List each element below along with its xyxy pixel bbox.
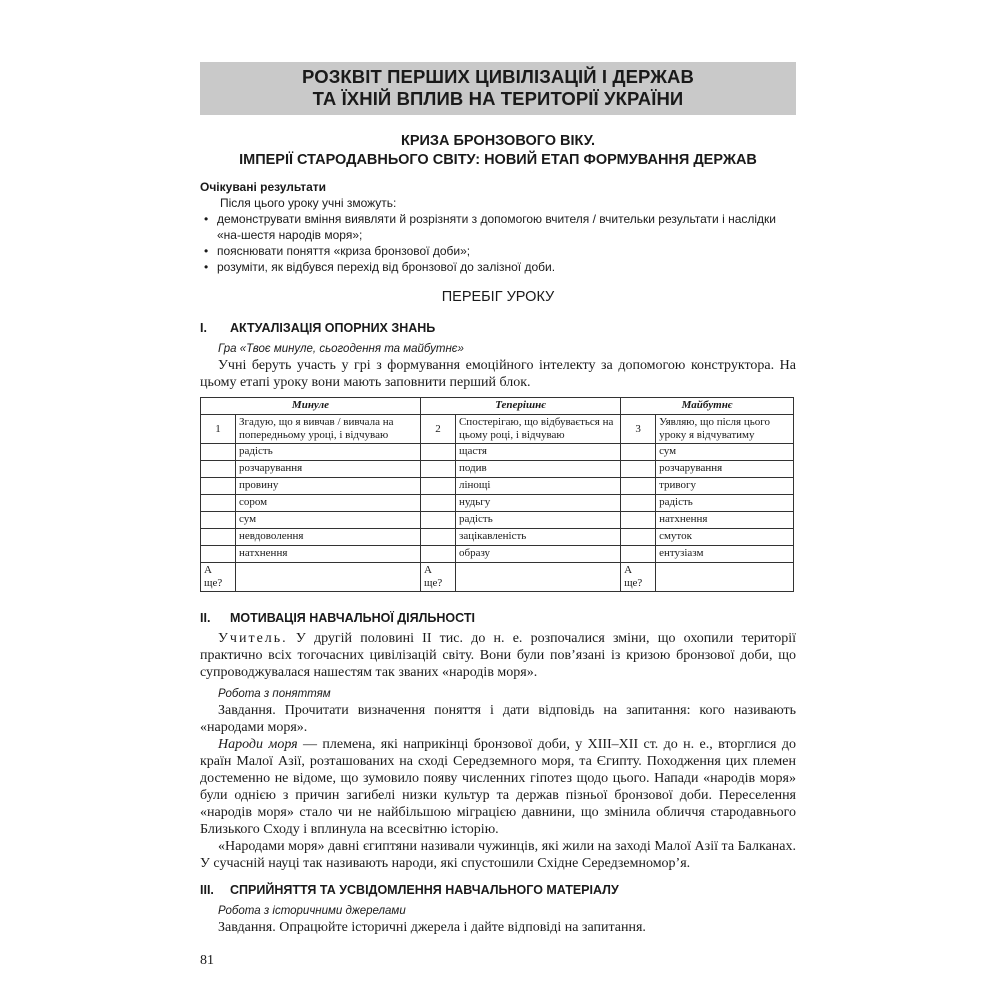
unit-title-line-1: РОЗКВІТ ПЕРШИХ ЦИВІЛІЗАЦІЙ І ДЕРЖАВ: [302, 66, 694, 87]
page: [200, 62, 796, 936]
emotion-past: радість: [236, 444, 421, 461]
emotion-past: сум: [236, 512, 421, 529]
term: Народи моря: [218, 737, 298, 752]
emotion-future: сум: [656, 444, 794, 461]
blank-cell: [656, 563, 794, 592]
emotion-present: подив: [455, 461, 620, 478]
prompt-present: Спостерігаю, що відбувається на цьому році, і відчуваю: [455, 415, 620, 444]
emotions-table: [200, 397, 794, 592]
emotion-future: розчарування: [656, 461, 794, 478]
blank-cell: [420, 444, 455, 461]
blank-cell: [420, 461, 455, 478]
emotion-future: смуток: [656, 529, 794, 546]
section-3-number: III.: [200, 883, 214, 897]
emotion-future: радість: [656, 495, 794, 512]
blank-cell: [420, 478, 455, 495]
teacher-text: У другій половині II тис. до н. е. розпочалися зміни, що охопили території практично всіх тогочасних цивілізацій світу. Вони були пов’язані із кризою бронзової доби, що супроводжувалася нашестям так званих «народів моря».: [200, 631, 796, 680]
egypt-paragraph: «Народами моря» давні єгиптяни називали чужинців, які жили на заході Малої Азії та Балканах. У сучасній науці так називають народи, які спустошили Східне Середземномор’я.: [200, 839, 796, 871]
lesson-title-line-2: ІМПЕРІЇ СТАРОДАВНЬОГО СВІТУ: НОВИЙ ЕТАП ФОРМУВАННЯ ДЕРЖАВ: [239, 152, 757, 168]
blank-cell: [420, 512, 455, 529]
expected-intro: Після цього уроку учні зможуть:: [220, 196, 397, 210]
blank-cell: [621, 495, 656, 512]
teacher-label: Учитель.: [218, 631, 288, 646]
section-1-heading: [200, 320, 796, 336]
definition-paragraph: [200, 736, 796, 838]
emotion-present: образу: [455, 546, 620, 563]
blank-cell: [621, 444, 656, 461]
concept-task: Завдання. Прочитати визначення поняття і дати відповідь на запитання: кого називають «народами моря».: [200, 703, 796, 735]
emotion-present: нудьгу: [455, 495, 620, 512]
emotion-present: радість: [455, 512, 620, 529]
table-row: [201, 529, 794, 546]
section-2-heading: [200, 610, 796, 626]
sources-work-title: Робота з історичними джерелами: [218, 905, 406, 917]
block-number-2: 2: [420, 415, 455, 444]
blank-cell: [621, 546, 656, 563]
section-3-title: СПРИЙНЯТТЯ ТА УСВІДОМЛЕННЯ НАВЧАЛЬНОГО МАТЕРІАЛУ: [230, 883, 619, 897]
blank-cell: [420, 546, 455, 563]
blank-cell: [420, 529, 455, 546]
emotion-past: сором: [236, 495, 421, 512]
blank-cell: [236, 563, 421, 592]
header-past: Минуле: [201, 398, 421, 415]
table-prompt-row: [201, 415, 794, 444]
more-past: А ще?: [201, 563, 236, 592]
emotion-future: ентузіазм: [656, 546, 794, 563]
table-row: [201, 444, 794, 461]
prompt-past: Згадую, що я вивчав / вивчала на попередньому уроці, і відчуваю: [236, 415, 421, 444]
expected-bullet-3: • розуміти, як відбувся перехід від бронзової до залізної доби.: [200, 259, 796, 275]
course-title: ПЕРЕБІГ УРОКУ: [441, 289, 555, 305]
blank-cell: [621, 512, 656, 529]
expected-bullet-2: • пояснювати поняття «криза бронзової доби»;: [200, 243, 796, 259]
emotion-past: провину: [236, 478, 421, 495]
blank-cell: [201, 478, 236, 495]
blank-cell: [201, 461, 236, 478]
section-1-title: АКТУАЛІЗАЦІЯ ОПОРНИХ ЗНАНЬ: [230, 321, 436, 335]
blank-cell: [455, 563, 620, 592]
emotion-present: щастя: [455, 444, 620, 461]
prompt-future: Уявляю, що після цього уроку я відчуватиму: [656, 415, 794, 444]
emotion-past: розчарування: [236, 461, 421, 478]
section-2-title: МОТИВАЦІЯ НАВЧАЛЬНОЇ ДІЯЛЬНОСТІ: [230, 611, 475, 625]
table-more-row: [201, 563, 794, 592]
unit-banner: [200, 62, 796, 115]
table-row: [201, 512, 794, 529]
table-row: [201, 461, 794, 478]
table-header-row: [201, 398, 794, 415]
emotion-past: натхнення: [236, 546, 421, 563]
page-number: 81: [200, 953, 214, 968]
blank-cell: [420, 495, 455, 512]
table-row: [201, 478, 794, 495]
game-title: Гра «Твоє минуле, сьогодення та майбутнє»: [218, 343, 464, 355]
block-number-1: 1: [201, 415, 236, 444]
lesson-title: [200, 132, 796, 170]
emotion-present: зацікавленість: [455, 529, 620, 546]
teacher-paragraph: [200, 630, 796, 681]
blank-cell: [201, 512, 236, 529]
emotion-future: натхнення: [656, 512, 794, 529]
block-number-3: 3: [621, 415, 656, 444]
section-1-text: Учні беруть участь у грі з формування емоційного інтелекту за допомогою конструктора. На цьому етапі уроку вони мають заповнити перший блок.: [200, 358, 796, 390]
definition-text: — племена, які наприкінці бронзової доби, у XIII–XII ст. до н. е., вторглися до країн Малої Азії, розташованих на сході Середземного моря, та Єгипту. Походження цих племен достеменно не відоме, що зумовило появу численних гіпотез щодо цього. Напади «народів моря» були однією з причин загибелі низки культур та держав пізньої бронзової доби. Переселення «народів моря» стало чи не найбільшою міграцією давнини, що змінила обличчя стародавнього Близького Сходу і вплинула на всесвітню історію.: [200, 737, 796, 837]
blank-cell: [201, 444, 236, 461]
blank-cell: [201, 529, 236, 546]
header-future: Майбутнє: [621, 398, 794, 415]
more-future: А ще?: [621, 563, 656, 592]
section-2-number: II.: [200, 611, 211, 625]
expected-results-heading: Очікувані результати: [200, 180, 327, 194]
blank-cell: [621, 461, 656, 478]
blank-cell: [621, 529, 656, 546]
more-present: А ще?: [420, 563, 455, 592]
concept-work-title: Робота з поняттям: [218, 688, 331, 700]
table-row: [201, 546, 794, 563]
expected-bullet-1: • демонструвати вміння виявляти й розрізняти з допомогою вчителя / вчительки результати і наслідки «на-шестя народів моря»;: [200, 211, 796, 243]
blank-cell: [201, 495, 236, 512]
emotion-past: невдоволення: [236, 529, 421, 546]
emotion-future: тривогу: [656, 478, 794, 495]
blank-cell: [621, 478, 656, 495]
header-present: Теперішнє: [420, 398, 620, 415]
sources-task: Завдання. Опрацюйте історичні джерела і дайте відповіді на запитання.: [218, 920, 646, 935]
table-row: [201, 495, 794, 512]
emotion-present: лінощі: [455, 478, 620, 495]
lesson-title-line-1: КРИЗА БРОНЗОВОГО ВІКУ.: [400, 133, 596, 149]
section-3-heading: [200, 882, 796, 898]
section-1-number: I.: [200, 321, 207, 335]
unit-title-line-2: ТА ЇХНІЙ ВПЛИВ НА ТЕРИТОРІЇ УКРАЇНИ: [312, 88, 684, 109]
blank-cell: [201, 546, 236, 563]
